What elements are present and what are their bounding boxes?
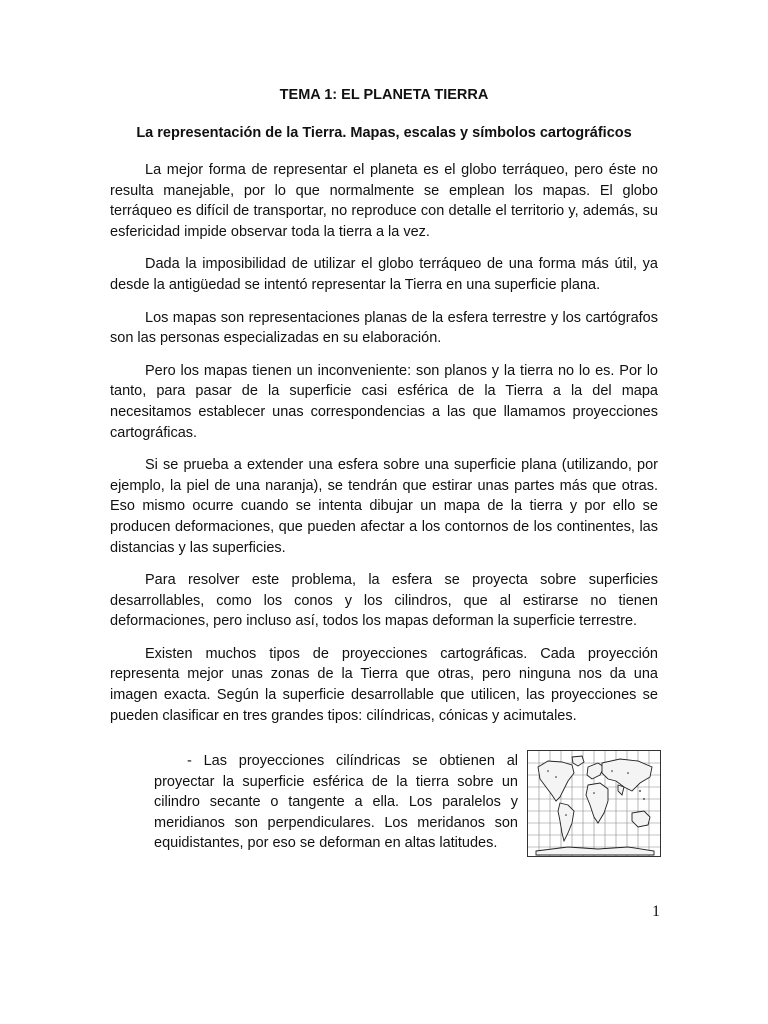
paragraph-4: Pero los mapas tienen un inconveniente: son planos y la tierra no lo es. Por lo tanto, para pasar de la superficie casi esférica de la Tierra a la del mapa necesitamos establecer unas correspondencias a las que llamamos proyecciones cartográficas. <box>110 362 658 441</box>
paragraph-5: Si se prueba a extender una esfera sobre una superficie plana (utilizando, por ejemplo, la piel de una naranja), se tendrán que estirar unas partes más que otras. Eso mismo ocurre cuando se intenta dibujar un mapa de la tierra y por ello se producen deformaciones, que pueden afectar a los contornos de los continentes, las distancias y las superficies. <box>110 457 658 556</box>
paragraph-7: Existen muchos tipos de proyecciones cartográficas. Cada proyección representa mejor unas zonas de la Tierra que otras, pero ninguna nos da una imagen exacta. Según la superficie desarrollable que utilicen, las proyecciones se pueden clasificar en tres grandes tipos: cilíndricas, cónicas y acimutales. <box>110 645 658 724</box>
cylindrical-projection-map-image <box>527 750 661 857</box>
world-map-grid-icon <box>528 751 660 856</box>
paragraph-2: Dada la imposibilidad de utilizar el globo terráqueo de una forma más útil, ya desde la antigüedad se intentó representar la Tierra en una superficie plana. <box>110 256 658 293</box>
section-subtitle: La representación de la Tierra. Mapas, escalas y símbolos cartográficos <box>136 125 632 141</box>
body-text <box>110 160 658 738</box>
document-title: TEMA 1: EL PLANETA TIERRA <box>279 87 489 103</box>
bullet-cylindrical <box>154 751 518 854</box>
page-number: 1 <box>652 903 660 920</box>
paragraph-1: La mejor forma de representar el planeta es el globo terráqueo, pero éste no resulta manejable, por lo que normalmente se emplean los mapas. El globo terráqueo es difícil de transportar, no reproduce con detalle el territorio y, además, su esfericidad impide observar toda la tierra a la vez. <box>110 162 658 240</box>
paragraph-3: Los mapas son representaciones planas de la esfera terrestre y los cartógrafos son las personas especializadas en su elaboración. <box>110 309 658 347</box>
bullet-text: - Las proyecciones cilíndricas se obtienen al proyectar la superficie esférica de la tierra sobre un cilindro secante o tangente a ella. Los paralelos y meridianos son perpendiculares. Los meridanos son equidistantes, por eso se deforman en altas latitudes. <box>154 753 518 852</box>
paragraph-6: Para resolver este problema, la esfera se proyecta sobre superficies desarrollables, como los conos y los cilindros, que al estirarse no tienen deformaciones, pero incluso así, todos los mapas deforman la superficie terrestre. <box>110 572 658 630</box>
